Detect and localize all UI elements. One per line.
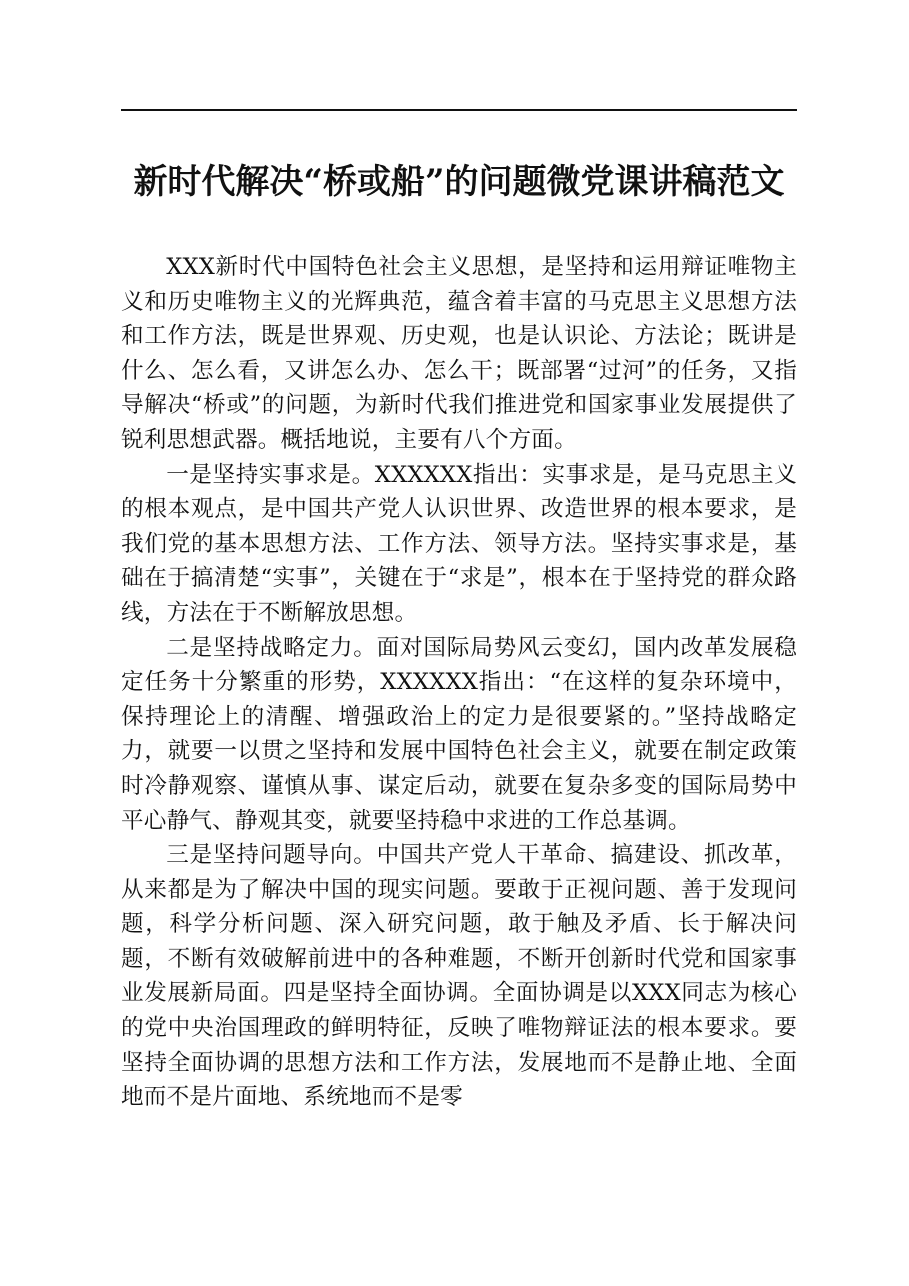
body-paragraph-intro: XXX新时代中国特色社会主义思想，是坚持和运用辩证唯物主义和历史唯物主义的光辉典范，蕴含着丰富的马克思主义思想方法和工作方法，既是世界观、历史观，也是认识论、方法论；既讲是什么、怎么看，又讲怎么办、怎么干；既部署“过河”的任务，又指导解决“桥或”的问题，为新时代我们推进党和国家事业发展提供了锐利思想武器。概括地说，主要有八个方面。 — [121, 254, 797, 453]
document-title: 新时代解决“桥或船”的问题微党课讲稿范文 — [133, 162, 785, 202]
body-paragraph-3: 三是坚持问题导向。中国共产党人干革命、搞建设、抓改革，从来都是为了解决中国的现实问题。要敢于正视问题、善于发现问题，科学分析问题、深入研究问题，敢于触及矛盾、长于解决问题，不断有效破解前进中的各种难题，不断开创新时代党和国家事业发展新局面。四是坚持全面协调。全面协调是以XXX同志为核心的党中央治国理政的鲜明特征，反映了唯物辩证法的根本要求。要坚持全面协调的思想方法和工作方法，发展地而不是静止地、全面地而不是片面地、系统地而不是零 — [121, 842, 797, 1111]
body-paragraph-1: 一是坚持实事求是。XXXXXX指出：实事求是，是马克思主义的根本观点，是中国共产党人认识世界、改造世界的根本要求，是我们党的基本思想方法、工作方法、领导方法。坚持实事求是，基础在于搞清楚“实事”，关键在于“求是”，根本在于坚持党的群众路线，方法在于不断解放思想。 — [121, 461, 797, 626]
header-rule — [121, 109, 797, 111]
body-paragraph-2: 二是坚持战略定力。面对国际局势风云变幻，国内改革发展稳定任务十分繁重的形势，XXXXXX指出：“在这样的复杂环境中，保持理论上的清醒、增强政治上的定力是很要紧的。”坚持战略定力，就要一以贯之坚持和发展中国特色社会主义，就要在制定政策时冷静观察、谨慎从事、谋定后动，就要在复杂多变的国际局势中平心静气、静观其变，就要坚持稳中求进的工作总基调。 — [121, 634, 797, 834]
document-body — [121, 250, 797, 1115]
